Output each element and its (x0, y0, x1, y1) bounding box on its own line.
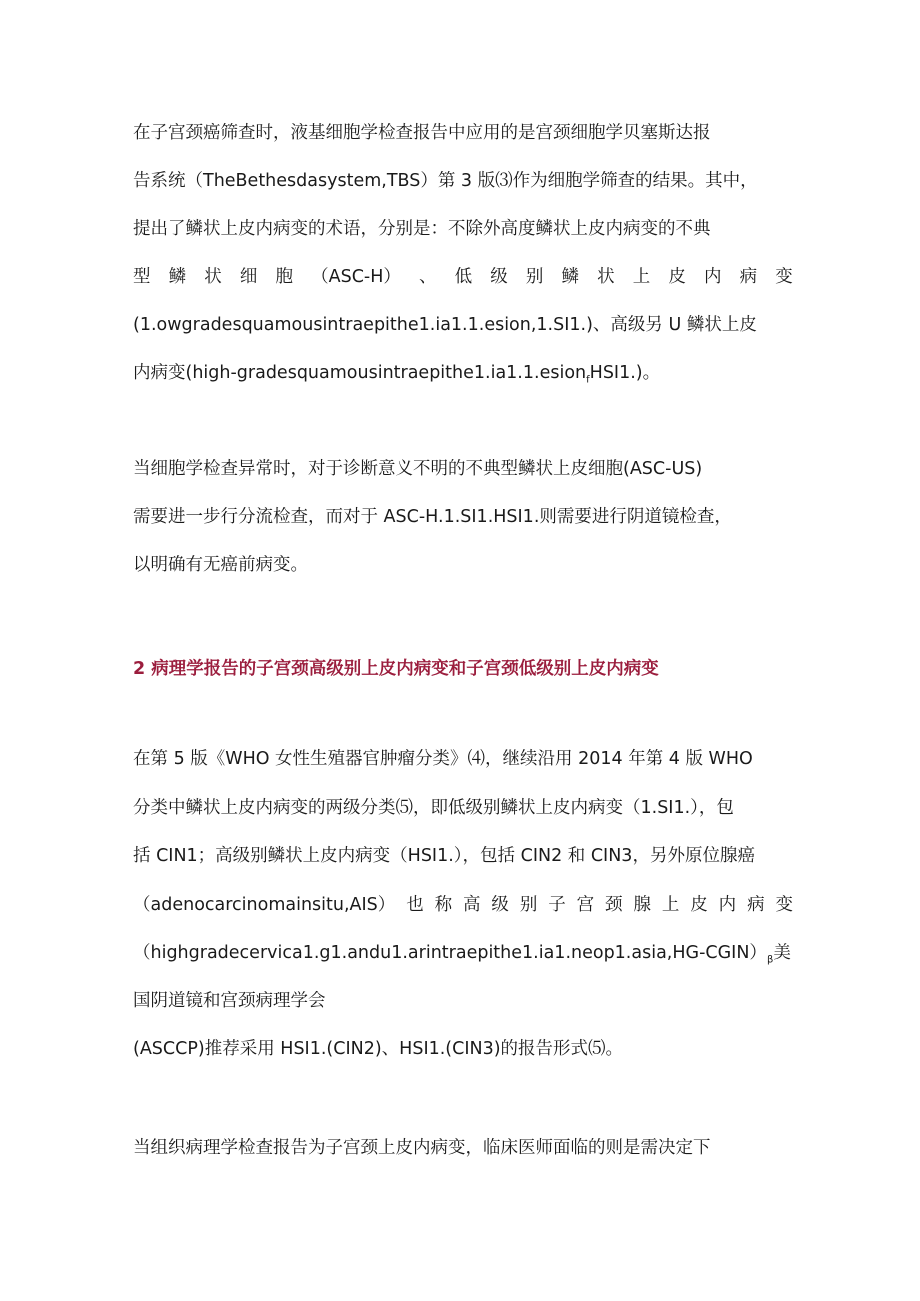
para1-line-3: 提出了鳞状上皮内病变的术语，分别是：不除外高度鳞状上皮内病变的不典 (133, 219, 711, 239)
para1-line-2: 告系统（TheBethesdasystem,TBS）第 3 版⑶作为细胞学筛查的结果。其中， (133, 171, 758, 191)
para3-line-3: 括 CIN1；高级别鳞状上皮内病变（HSI1.），包括 CIN2 和 CIN3，另外原位腺癌 (133, 846, 755, 866)
para3-line-5: $(highgradecervica1.g1.andu1.arintraepithe1.ia1.neop1.asia,HG-CGIN)_\beta$美 (133, 943, 791, 966)
para3-line-4: （adenocarcinomainsitu,AIS） 也 称 高 级 别 子 宫 颈 腺 上 皮 内 病 变 (133, 895, 793, 915)
para1-line-6: 内病变(high-gradesquamousintraepithe1.ia1.1.esion$_f$HSI1.)。 (133, 363, 661, 386)
para2-line-1: 当细胞学检查异常时，对于诊断意义不明的不典型鳞状上皮细胞(ASC-US) (133, 459, 703, 479)
para3-line-6: 国阴道镜和宫颈病理学会 (133, 991, 326, 1011)
para3-line-2: 分类中鳞状上皮内病变的两级分类⑸，即低级别鳞状上皮内病变（1.SI1.），包 (133, 798, 734, 818)
para1-line-4: 型 鳞 状 细 胞 （ASC-H） 、 低 级 别 鳞 状 上 皮 内 病 变 (133, 267, 793, 287)
para4-line-1: 当组织病理学检查报告为子宫颈上皮内病变，临床医师面临的则是需决定下 (133, 1138, 711, 1158)
para2-line-3: 以明确有无癌前病变。 (133, 555, 308, 575)
para1-line-1: 在子宫颈癌筛查时，液基细胞学检查报告中应用的是宫颈细胞学贝塞斯达报 (133, 123, 711, 143)
para3-line-1: 在第 5 版《WHO 女性生殖器官肿瘤分类》⑷，继续沿用 2014 年第 4 版 WHO (133, 749, 753, 769)
para3-line-7: (ASCCP)推荐采用 HSI1.(CIN2)、HSI1.(CIN3)的报告形式⑸。 (133, 1039, 624, 1059)
para2-line-2: 需要进一步行分流检查，而对于 ASC-H.1.SI1.HSI1.则需要进行阴道镜检查， (133, 507, 732, 527)
para1-line-5: (1.owgradesquamousintraepithe1.ia1.1.esion,1.SI1.)、高级另 U 鳞状上皮 (133, 315, 757, 335)
section-heading: 2 病理学报告的子宫颈高级别上皮内病变和子宫颈低级别上皮内病变 (133, 659, 659, 679)
